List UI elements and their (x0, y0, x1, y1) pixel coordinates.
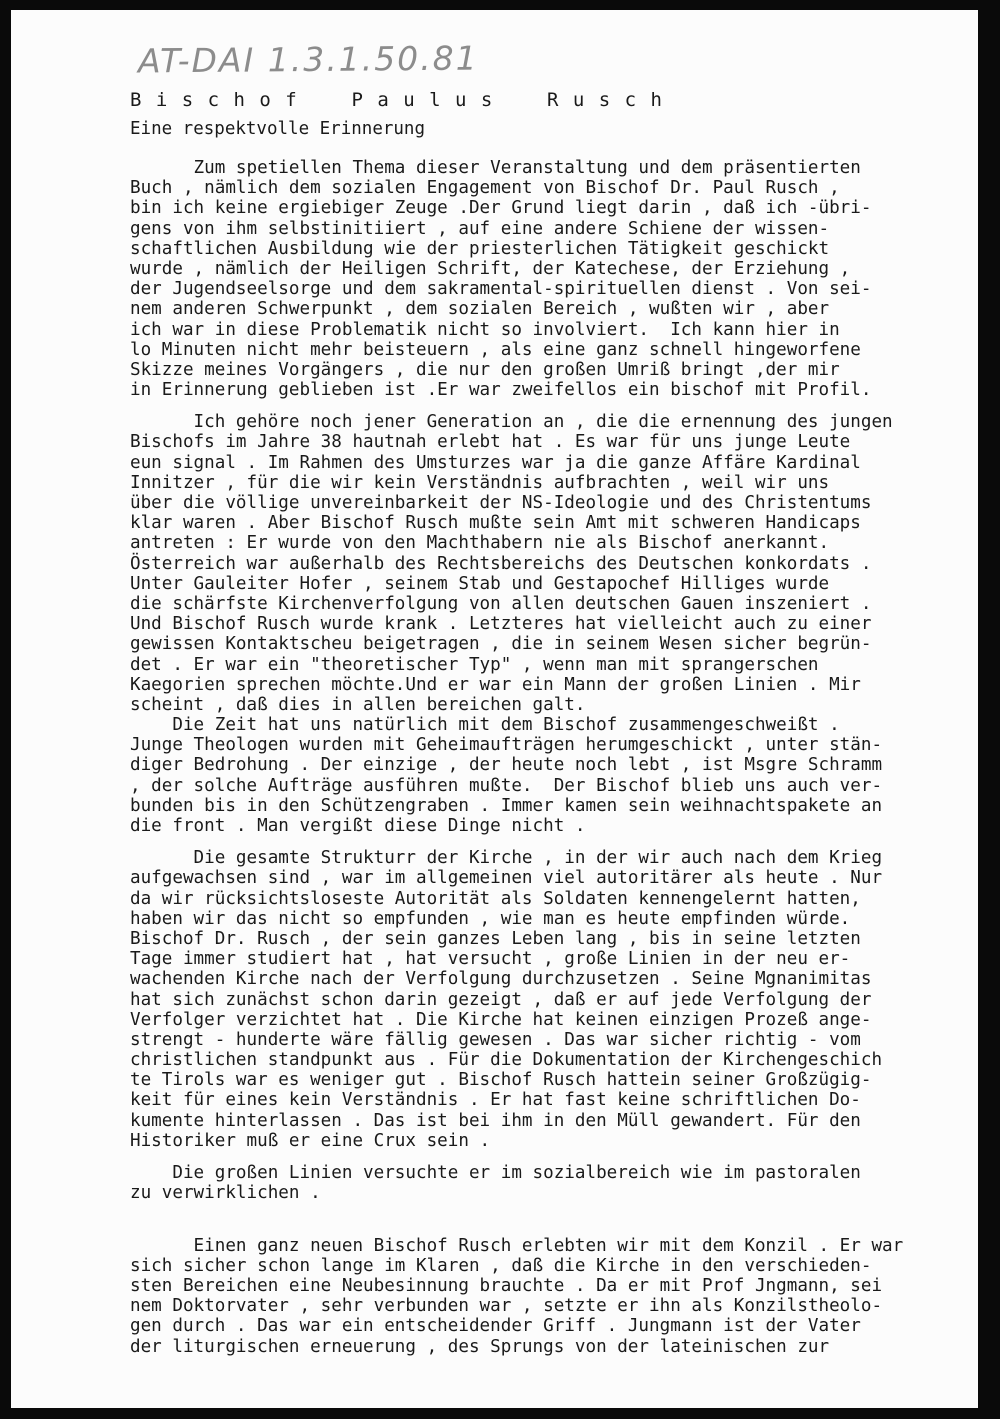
text-line: über die völlige unvereinbarkeit der NS-Ideologie und des Christentums (130, 493, 872, 513)
text-line: Tage immer studiert hat , hat versucht , große Linien in der neu er- (130, 949, 851, 970)
text-line: Verfolger verzichtet hat . Die Kirche hat keinen einzigen Prozeß ange- (130, 1009, 872, 1030)
archive-signature: AT-DAI 1.3.1.50.81 (137, 38, 479, 81)
text-line: Die Zeit hat uns natürlich mit dem Bischof zusammengeschweißt . (130, 715, 840, 736)
text-line: Ich gehöre noch jener Generation an , die die ernennung des jungen (130, 412, 893, 433)
text-line: die schärfste Kirchenverfolgung von allen deutschen Gauen inszeniert . (130, 593, 872, 614)
paragraph (130, 1163, 970, 1203)
document-body (130, 158, 970, 1357)
text-line: Bischof Dr. Rusch , der sein ganzes Leben lang , bis in seine letzten (130, 928, 861, 949)
text-line: Junge Theologen wurden mit Geheimaufträgen herumgeschickt , unter stän- (130, 735, 883, 756)
text-line: gens von ihm selbstinitiiert , auf eine andere Schiene der wissen- (130, 218, 830, 239)
text-line: der Jugendseelsorge und dem sakramental-spirituellen dienst . Von sei- (130, 279, 872, 300)
text-line: Die großen Linien versuchte er im sozialbereich wie im pastoralen (130, 1163, 861, 1183)
text-line: Die gesamte Strukturr der Kirche , in der wir auch nach dem Krieg (130, 848, 883, 869)
text-line: sich sicher schon lange im Klaren , daß die Kirche in den verschieden- (130, 1255, 872, 1276)
text-line: bunden bis in den Schützengraben . Immer kamen sein weihnachtspakete an (130, 795, 883, 816)
paragraph-gap (130, 836, 970, 848)
text-line: wurde , nämlich der Heiligen Schrift, der Katechese, der Erziehung , (130, 258, 851, 279)
paragraph (130, 412, 970, 836)
text-line: der liturgischen erneuerung , des Sprungs von der lateinischen zur (130, 1336, 830, 1357)
text-line: schaftlichen Ausbildung wie der priesterlichen Tätigkeit geschickt (130, 238, 830, 259)
text-line: klar waren . Aber Bischof Rusch mußte sein Amt mit schweren Handicaps (130, 513, 861, 534)
text-line: , der solche Aufträge ausführen mußte. Der Bischof blieb uns auch ver- (130, 775, 883, 796)
text-line: hat sich zunächst schon darin gezeigt , daß er auf jede Verfolgung der (130, 989, 872, 1010)
paragraph (130, 158, 970, 400)
text-line (130, 1215, 970, 1235)
text-line: bin ich keine ergiebiger Zeuge .Der Grund liegt darin , daß ich -übri- (130, 198, 872, 219)
text-line: Innitzer , für die wir kein Verständnis aufbrachten , weil wir uns (130, 472, 830, 493)
document-subtitle: Eine respektvolle Erinnerung (130, 119, 426, 139)
text-line: ich war in diese Problematik nicht so involviert. Ich kann hier in (130, 319, 840, 340)
paragraph-gap (130, 1203, 970, 1215)
text-line: strengt - hunderte wäre fällig gewesen . Das war sicher richtig - vom (130, 1029, 861, 1050)
text-line: te Tirols war es weniger gut . Bischof Rusch hattein seiner Großzügig- (130, 1070, 872, 1091)
text-line: nem anderen Schwerpunkt , dem sozialen Bereich , wußten wir , aber (130, 299, 830, 320)
text-line: lo Minuten nicht mehr beisteuern , als eine ganz schnell hingeworfene (130, 339, 861, 360)
text-line: keit für eines kein Verständnis . Er hat fast keine schriftlichen Do- (130, 1090, 861, 1111)
paragraph-gap (130, 400, 970, 412)
text-line: sten Bereichen eine Neubesinnung brauchte . Da er mit Prof Jngmann, sei (130, 1275, 883, 1296)
text-line: wachenden Kirche nach der Verfolgung durchzusetzen . Seine Mgnanimitas (130, 969, 872, 990)
text-line: Österreich war außerhalb des Rechtsbereichs des Deutschen konkordats . (130, 553, 872, 574)
document-title: B i s c h o f P a u l u s R u s c h (130, 89, 663, 111)
text-line: Bischofs im Jahre 38 hautnah erlebt hat . Es war für uns junge Leute (130, 432, 851, 453)
text-line: Einen ganz neuen Bischof Rusch erlebten wir mit dem Konzil . Er war (130, 1235, 904, 1256)
text-line: Kaegorien sprechen möchte.Und er war ein Mann der großen Linien . Mir (130, 674, 861, 695)
text-line: scheint , daß dies in allen bereichen galt. (130, 694, 586, 715)
text-line: Unter Gauleiter Hofer , seinem Stab und Gestapochef Hilliges wurde (130, 573, 830, 594)
text-line: nem Doktorvater , sehr verbunden war , setzte er ihn als Konzilstheolo- (130, 1296, 883, 1317)
text-line: aufgewachsen sind , war im allgemeinen viel autoritärer als heute . Nur (130, 868, 883, 889)
text-line: zu verwirklichen . (130, 1183, 321, 1204)
text-line: die front . Man vergißt diese Dinge nicht . (130, 816, 586, 836)
text-line: antreten : Er wurde von den Machthabern nie als Bischof anerkannt. (130, 533, 830, 554)
text-line: det . Er war ein "theoretischer Typ" , wenn man mit sprangerschen (130, 654, 819, 675)
text-line: eun signal . Im Rahmen des Umsturzes war ja die ganze Affäre Kardinal (130, 452, 861, 473)
text-line: gewissen Kontaktscheu beigetragen , die in seinem Wesen sicher begrün- (130, 634, 872, 655)
text-line: da wir rücksichtsloseste Autorität als Soldaten kennengelernt hatten, (130, 888, 861, 909)
text-line: Und Bischof Rusch wurde krank . Letzteres hat vielleicht auch zu einer (130, 614, 872, 635)
text-line: Skizze meines Vorgängers , die nur den großen Umriß bringt ,der mir (130, 359, 840, 380)
text-line: diger Bedrohung . Der einzige , der heute noch lebt , ist Msgre Schramm (130, 755, 883, 776)
text-line: kumente hinterlassen . Das ist bei ihm in den Müll gewandert. Für den (130, 1110, 861, 1131)
text-line: christlichen standpunkt aus . Für die Dokumentation der Kirchengeschich (130, 1050, 883, 1071)
paragraph (130, 848, 970, 1151)
text-line: in Erinnerung geblieben ist .Er war zweifellos ein bischof mit Profil. (130, 380, 872, 401)
text-line: Buch , nämlich dem sozialen Engagement von Bischof Dr. Paul Rusch , (130, 178, 840, 199)
paragraph (130, 1215, 970, 1356)
text-line: Historiker muß er eine Crux sein . (130, 1130, 491, 1151)
text-line: gen durch . Das war ein entscheidender Griff . Jungmann ist der Vater (130, 1316, 861, 1337)
paragraph-gap (130, 1151, 970, 1163)
text-line: haben wir das nicht so empfunden , wie man es heute empfinden würde. (130, 908, 851, 929)
text-line: Zum spetiellen Thema dieser Veranstaltung und dem präsentierten (130, 158, 861, 178)
